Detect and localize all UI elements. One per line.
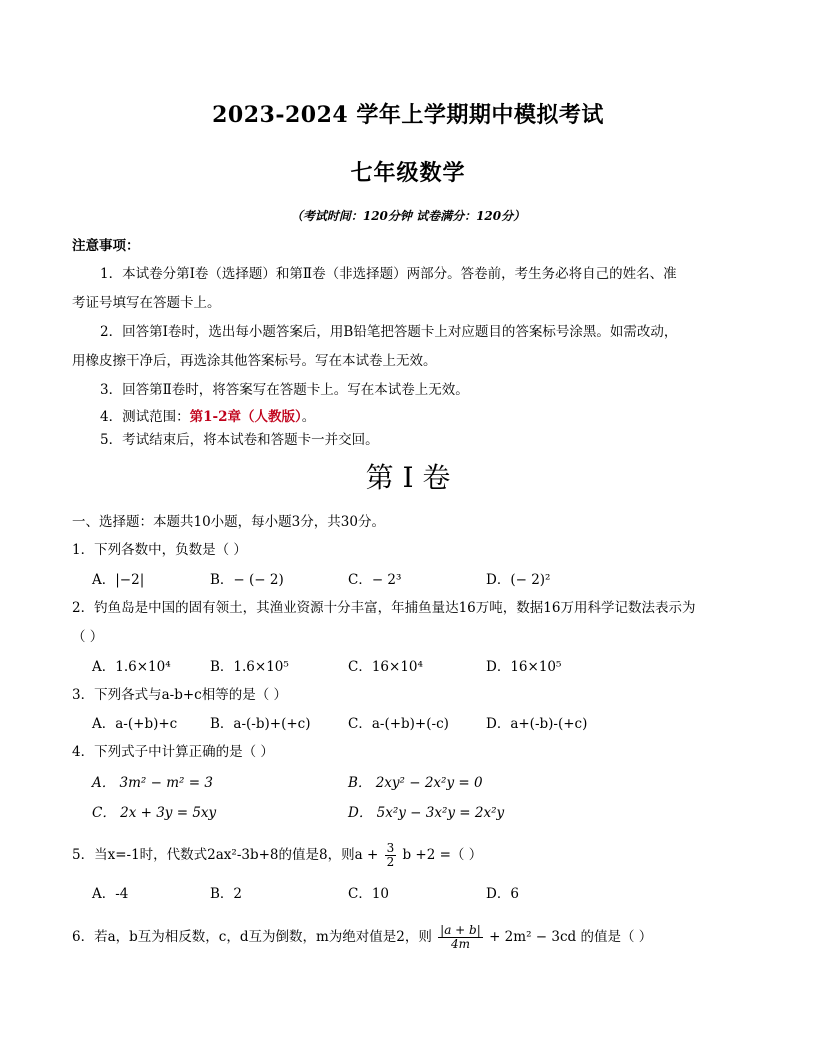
scope-highlight: 第1-2章（人教版）	[189, 409, 302, 425]
notice-heading: 注意事项：	[72, 238, 140, 254]
question-5-stem	[72, 840, 482, 870]
q1-option-b[interactable]: B．− (− 2)	[210, 572, 284, 588]
q5-fraction	[385, 842, 397, 869]
q5-fraction-denominator: 2	[386, 855, 395, 869]
q5-option-d[interactable]: D．6	[486, 886, 519, 902]
exam-info: （考试时间：120分钟 试卷满分：120分）	[290, 209, 526, 223]
question-6-stem	[72, 922, 652, 952]
question-4-stem: 4．下列式子中计算正确的是（ ）	[72, 744, 274, 760]
q5-stem-part-1: 5．当x=-1时，代数式2ax²-3b+8的值是8，则a +	[72, 847, 379, 863]
scope-tail: 。	[301, 409, 316, 425]
notice-item: 用橡皮擦干净后，再选涂其他答案标号。写在本试卷上无效。	[72, 353, 437, 369]
section-instruction: 一、选择题：本题共10小题，每小题3分，共30分。	[72, 514, 385, 530]
q3-option-a[interactable]: A．a-(+b)+c	[92, 716, 178, 732]
scope-label: 4．测试范围：	[100, 409, 190, 425]
q6-fraction-numerator: |a + b|	[440, 923, 481, 937]
notice-item: 考证号填写在答题卡上。	[72, 295, 221, 311]
exam-title: 2023-2024 学年上学期期中模拟考试	[212, 102, 604, 128]
exam-subtitle: 七年级数学	[350, 160, 466, 186]
q4-option-c[interactable]: C． 2x + 3y = 5xy	[92, 805, 217, 821]
q3-option-c[interactable]: C．a-(+b)+(-c)	[348, 716, 449, 732]
notice-item: 3．回答第Ⅱ卷时，将答案写在答题卡上。写在本试卷上无效。	[100, 382, 469, 398]
q4-option-b[interactable]: B． 2xy² − 2x²y = 0	[348, 775, 483, 791]
q6-fraction	[438, 924, 483, 951]
question-1-stem: 1．下列各数中，负数是（ ）	[72, 542, 247, 558]
notice-item-scope	[100, 407, 315, 427]
q1-option-d[interactable]: D．(− 2)²	[486, 572, 551, 588]
q4-option-a[interactable]: A． 3m² − m² = 3	[92, 775, 213, 791]
q3-option-b[interactable]: B．a-(-b)+(+c)	[210, 716, 311, 732]
question-2-stem: 2．钓鱼岛是中国的固有领土，其渔业资源十分丰富，年捕鱼量达16万吨，数据16万用科学记数法表示为	[72, 600, 696, 616]
section-title: 第 I 卷	[365, 461, 451, 494]
q3-option-d[interactable]: D．a+(-b)-(+c)	[486, 716, 588, 732]
q4-option-d[interactable]: D． 5x²y − 3x²y = 2x²y	[348, 805, 505, 821]
q5-option-c[interactable]: C．10	[348, 886, 390, 902]
notice-item: 2．回答第Ⅰ卷时，选出每小题答案后，用B铅笔把答题卡上对应题目的答案标号涂黑。如需改动，	[100, 324, 678, 340]
q2-option-d[interactable]: D．16×10⁵	[486, 659, 562, 675]
q6-stem-part-1: 6．若a，b互为相反数，c，d互为倒数，m为绝对值是2，则	[72, 929, 432, 945]
q2-option-c[interactable]: C．16×10⁴	[348, 659, 423, 675]
question-2-stem-cont: （ ）	[72, 629, 104, 645]
q1-option-a[interactable]: A．|−2|	[92, 572, 145, 588]
q2-option-b[interactable]: B．1.6×10⁵	[210, 659, 289, 675]
q5-stem-part-2: b +2 =（ ）	[402, 847, 483, 863]
question-3-stem: 3．下列各式与a-b+c相等的是（ ）	[72, 687, 288, 703]
notice-item: 1．本试卷分第Ⅰ卷（选择题）和第Ⅱ卷（非选择题）两部分。答卷前，考生务必将自己的姓名、准	[100, 266, 677, 282]
q5-option-b[interactable]: B．2	[210, 886, 243, 902]
q1-option-c[interactable]: C．− 2³	[348, 572, 402, 588]
q6-stem-part-2: + 2m² − 3cd 的值是（ ）	[489, 929, 653, 945]
notice-item: 5．考试结束后，将本试卷和答题卡一并交回。	[100, 432, 379, 448]
q5-fraction-numerator: 3	[386, 841, 395, 855]
q2-option-a[interactable]: A．1.6×10⁴	[92, 659, 171, 675]
q6-fraction-denominator: 4m	[450, 937, 470, 951]
q5-option-a[interactable]: A．-4	[92, 886, 129, 902]
